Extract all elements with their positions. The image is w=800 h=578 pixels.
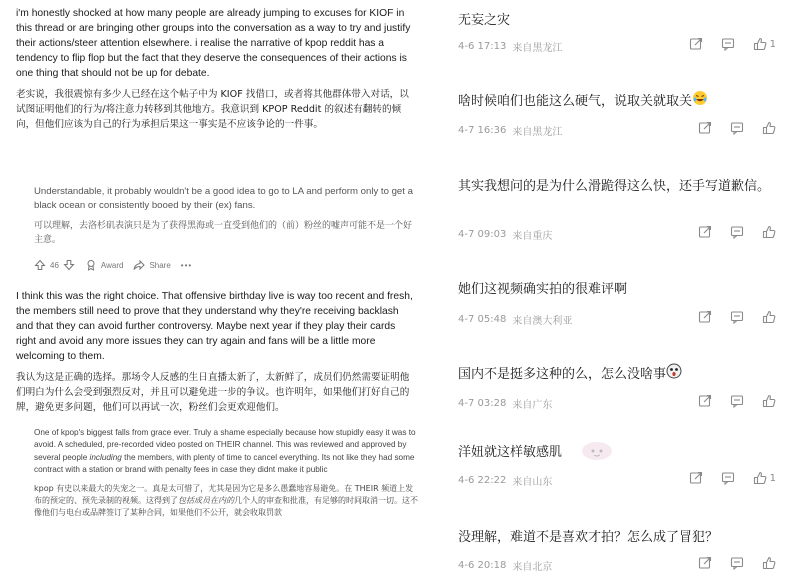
comment-text: 她们这视频确实拍的很难评啊	[458, 282, 628, 297]
right-panel	[443, 0, 800, 578]
comment-time: 4-6 17:13	[458, 41, 507, 52]
like-count: 1	[769, 38, 776, 50]
comment-text	[458, 437, 788, 468]
comment-3-english: I think this was the right choice. That offensive birthday live is way too recent and fresh, the members still need to prove that they understand why they're receiving backlash and that they can avoid further controversy. Maybe next year if they play their cards right and avoid any more issues they can try again and fans will be a little more welcoming to them.	[16, 291, 413, 362]
comment-4-zh-emphasis: 包括成员在内的	[178, 496, 234, 506]
comment-meta	[458, 558, 552, 573]
comment-time: 4-7 05:48	[458, 314, 507, 325]
comment-meta	[458, 396, 552, 411]
vote-control	[34, 259, 75, 271]
share-icon[interactable]	[689, 471, 703, 485]
like-button[interactable]	[762, 121, 776, 135]
more-icon: •••	[180, 260, 193, 270]
like-icon	[762, 556, 776, 570]
comment-4-chinese	[34, 483, 419, 520]
comment-location: 来自重庆	[512, 231, 553, 242]
like-button[interactable]	[762, 310, 776, 324]
like-button[interactable]	[762, 225, 776, 239]
comment-icon[interactable]	[721, 37, 735, 51]
comment-text-body: 洋妞就这样敏感肌	[458, 445, 563, 460]
like-icon	[753, 37, 767, 51]
weibo-comment	[458, 279, 788, 339]
like-button[interactable]	[762, 394, 776, 408]
share-icon[interactable]	[698, 225, 712, 239]
comment-location: 来自广东	[512, 400, 553, 411]
award-button[interactable]	[85, 259, 124, 271]
like-icon	[762, 310, 776, 324]
comment-3-chinese: 我认为这是正确的选择。那场令人反感的生日直播太新了，太新鲜了，成员们仍然需要证明他们明白为什么会受到强烈反对，并且可以避免进一步的争议。也许明年，如果他们打好自己的牌，避免更多问题，他们可以再试一次，粉丝们会更欢迎他们。	[16, 372, 410, 413]
comment-4-en-part-1: One of kpop's biggest falls from grace ever. Truly a shame especially because how stupidly easy it was to avoid. A scheduled, pre-recorded video posted on THEIR channel. This was reviewed and approved by several people	[34, 428, 416, 462]
share-icon[interactable]	[698, 394, 712, 408]
comment-meta	[458, 123, 562, 138]
comment-4-en-emphasis: including	[89, 452, 122, 462]
comment-text	[458, 90, 788, 113]
like-button[interactable]	[753, 37, 776, 51]
weibo-comment	[458, 527, 788, 577]
like-icon	[762, 394, 776, 408]
comment-4-zh-part-2: 几个人的审查和批准，有足够的时间取消一切。这不像他们与电台或品牌签订了某种合同，如果他们不公开，就会收取罚款	[34, 496, 418, 518]
comment-icon[interactable]	[730, 310, 744, 324]
like-icon	[762, 121, 776, 135]
comment-time: 4-7 16:36	[458, 125, 507, 136]
reddit-comment-4	[34, 427, 419, 520]
share-icon[interactable]	[689, 37, 703, 51]
comment-location: 来自黑龙江	[512, 43, 563, 54]
comment-4-english	[34, 427, 419, 477]
comment-text-body: 国内不是挺多这种的么，怎么没啥事	[458, 367, 667, 382]
comment-1-chinese: 老实说，我很震惊有多少人已经在这个帖子中为 KIOF 找借口，或者将其他群体带入对话，以试图证明他们的行为/将注意力转移到其他地方。我意识到 KPOP Reddit 的叙述有翻转的倾向，但他们应该为自己的行为承担后果这一事实是不应该争论的一件事。	[16, 89, 409, 130]
comment-text: 没理解，难道不是喜欢才拍？怎么成了冒犯？	[458, 530, 719, 545]
comment-location: 来自黑龙江	[512, 127, 563, 138]
shocked-emoji	[666, 363, 682, 386]
reddit-comment-1	[16, 6, 418, 132]
reddit-comment-3	[16, 289, 418, 415]
panel-divider	[431, 0, 443, 578]
comment-icon[interactable]	[730, 394, 744, 408]
comment-meta	[458, 39, 562, 54]
comment-meta	[458, 312, 572, 327]
upvote-icon[interactable]	[34, 259, 46, 271]
reddit-comment-2	[34, 185, 414, 247]
comment-time: 4-7 03:28	[458, 398, 507, 409]
sticker-cloud-icon	[580, 437, 614, 468]
share-icon[interactable]	[698, 310, 712, 324]
comment-actions	[698, 394, 776, 408]
like-icon	[762, 225, 776, 239]
weibo-comment	[458, 363, 788, 423]
comment-icon[interactable]	[721, 471, 735, 485]
like-count: 1	[769, 472, 776, 484]
comment-actions	[698, 121, 776, 135]
comment-actions	[698, 556, 776, 570]
vote-count: 46	[50, 260, 59, 270]
comment-icon[interactable]	[730, 225, 744, 239]
comment-location: 来自澳大利亚	[512, 316, 573, 327]
laugh-cry-emoji	[692, 90, 708, 113]
weibo-comment	[458, 10, 788, 80]
comment-actions	[34, 259, 192, 271]
award-label: Award	[100, 260, 124, 270]
comment-time: 4-6 20:18	[458, 560, 507, 571]
share-icon[interactable]	[698, 556, 712, 570]
comment-icon[interactable]	[730, 556, 744, 570]
like-icon	[753, 471, 767, 485]
comment-time: 4-6 22:22	[458, 475, 507, 486]
comment-location: 来自山东	[512, 477, 553, 488]
comment-text: 其实我想问的是为什么滑跪得这么快，还手写道歉信。	[458, 179, 771, 194]
downvote-icon[interactable]	[63, 259, 75, 271]
comment-icon[interactable]	[730, 121, 744, 135]
more-options-button[interactable]	[181, 261, 192, 270]
share-icon	[133, 259, 145, 271]
share-icon[interactable]	[698, 121, 712, 135]
comment-location: 来自北京	[512, 562, 553, 573]
comment-1-english: i'm honestly shocked at how many people are already jumping to excuses for KIOF in this thread or are bringing other groups into the conversation as a way to try and justify their actions/steer attention elsewhere. i realise the narrative of kpop reddit has a tendency to flip flop but the fact that they deserve the consequences of their actions is one thing that should not be up for debate.	[16, 8, 411, 79]
weibo-comment	[458, 437, 788, 497]
comment-4-en-part-2: the members, with plenty of time to cancel everything. Its not like they had some contract with a station or brand with penalty fees in case they didnt make it public	[34, 452, 415, 475]
comment-actions	[689, 471, 776, 485]
comment-2-chinese: 可以理解，去洛杉矶表演只是为了获得黑海或一直受到他们的（前）粉丝的嘘声可能不是一个好主意。	[34, 221, 413, 245]
like-button[interactable]	[753, 471, 776, 485]
comment-actions	[698, 225, 776, 239]
award-icon	[85, 259, 97, 271]
comment-text-body: 啥时候咱们也能这么硬气，说取关就取关	[458, 94, 693, 109]
comment-actions	[689, 37, 776, 51]
comment-time: 4-7 09:03	[458, 229, 507, 240]
comment-text: 无妄之灾	[458, 13, 511, 28]
comment-actions	[698, 310, 776, 324]
weibo-comment	[458, 90, 788, 160]
comment-meta	[458, 227, 552, 242]
weibo-comment	[458, 176, 788, 256]
comment-text	[458, 363, 788, 386]
share-label: Share	[149, 260, 171, 270]
comment-meta	[458, 473, 552, 488]
like-button[interactable]	[762, 556, 776, 570]
comment-2-english: Understandable, it probably wouldn't be a good idea to go to LA and perform only to get a black ocean or consistently booed by their (ex) fans.	[34, 186, 413, 211]
share-button[interactable]	[133, 259, 170, 271]
comment-4-zh-part-1: kpop 有史以来最大的失宠之一。真是太可惜了，尤其是因为它是多么愚蠢地容易避免。在 THEIR 频道上发布的预定的、预先录制的视频。这得到了	[34, 483, 414, 506]
